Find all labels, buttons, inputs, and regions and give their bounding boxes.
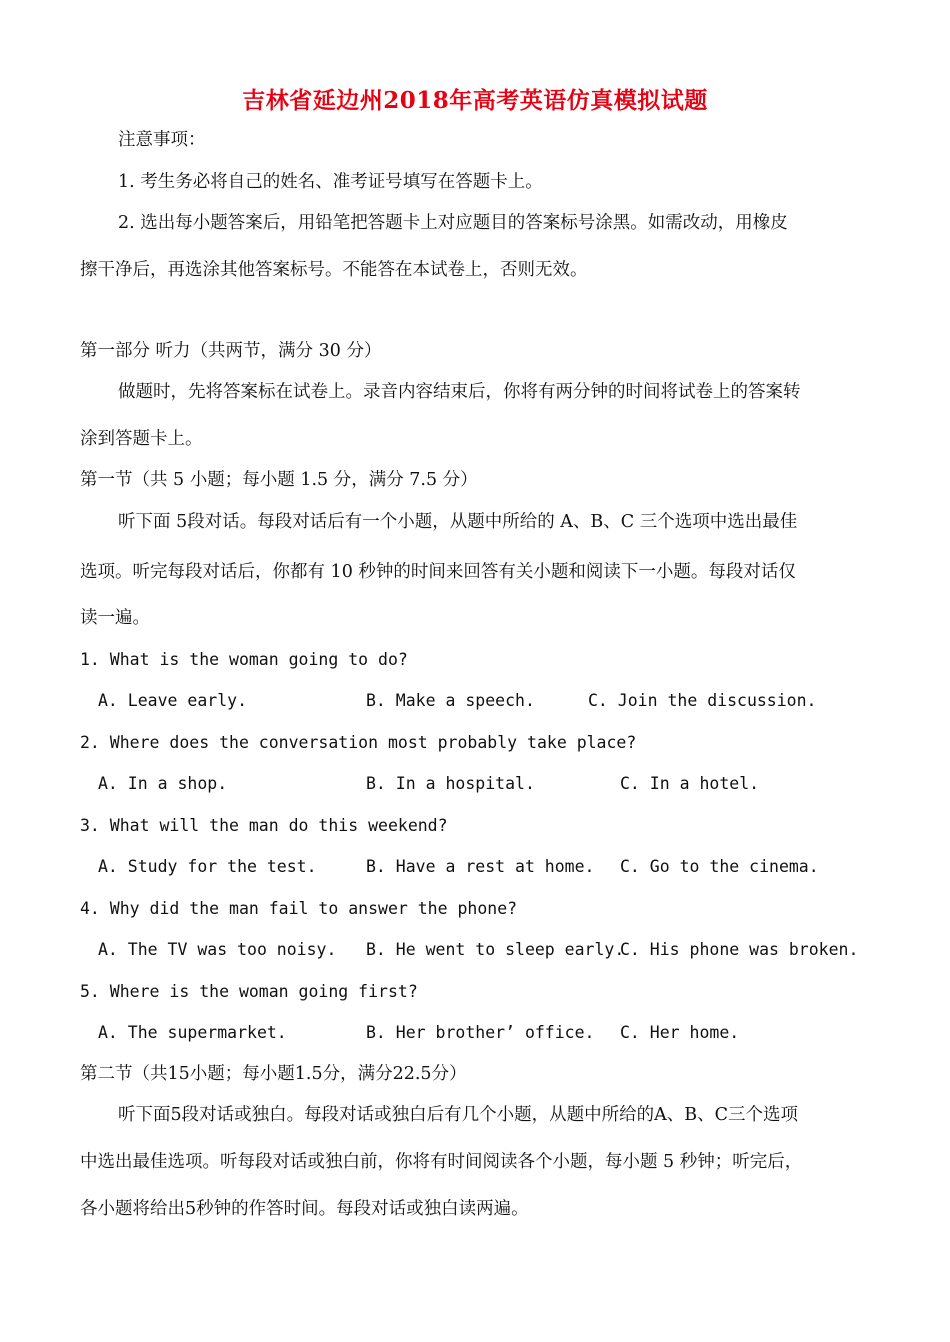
question-3-option-b: B. Have a rest at home. (366, 857, 595, 876)
section1-intro-line-2: 选项。听完每段对话后，你都有 10 秒钟的时间来回答有关小题和阅读下一小题。每段对话仅 (80, 562, 796, 582)
question-1-option-b: B. Make a speech. (366, 691, 535, 710)
question-4-option-a: A. The TV was too noisy. (98, 940, 337, 959)
question-3: 3. What will the man do this weekend? (80, 816, 448, 835)
question-2: 2. Where does the conversation most probably take place? (80, 733, 637, 752)
question-1: 1. What is the woman going to do? (80, 650, 408, 669)
part1-heading: 第一部分 听力（共两节，满分 30 分） (80, 341, 382, 361)
question-4: 4. Why did the man fail to answer the phone? (80, 899, 518, 918)
section1-intro-line-3: 读一遍。 (80, 608, 150, 628)
question-2-option-b: B. In a hospital. (366, 774, 535, 793)
question-5-option-b: B. Her brother’ office. (366, 1023, 595, 1042)
question-5-option-c: C. Her home. (620, 1023, 740, 1042)
notice-item-2-line-1: 2. 选出每小题答案后，用铅笔把答题卡上对应题目的答案标号涂黑。如需改动，用橡皮 (118, 213, 788, 233)
notice-item-1: 1. 考生务必将自己的姓名、准考证号填写在答题卡上。 (118, 172, 543, 192)
question-3-option-c: C. Go to the cinema. (620, 857, 819, 876)
question-5-option-a: A. The supermarket. (98, 1023, 287, 1042)
section1-intro-line-1: 听下面 5段对话。每段对话后有一个小题，从题中所给的 A、B、C 三个选项中选出最佳 (118, 512, 798, 532)
question-2-option-c: C. In a hotel. (620, 774, 760, 793)
part1-intro-line-1: 做题时，先将答案标在试卷上。录音内容结束后，你将有两分钟的时间将试卷上的答案转 (118, 382, 801, 402)
section1-heading: 第一节（共 5 小题；每小题 1.5 分，满分 7.5 分） (80, 470, 478, 490)
page-title: 吉林省延边州2018年高考英语仿真模拟试题 (242, 87, 708, 114)
question-1-option-a: A. Leave early. (98, 691, 248, 710)
question-5: 5. Where is the woman going first? (80, 982, 418, 1001)
notice-item-2-line-2: 擦干净后，再选涂其他答案标号。不能答在本试卷上，否则无效。 (80, 260, 588, 280)
part1-intro-line-2: 涂到答题卡上。 (80, 429, 203, 449)
question-4-option-b: B. He went to sleep early. (366, 940, 625, 959)
section2-intro-line-2: 中选出最佳选项。听每段对话或独白前，你将有时间阅读各个小题，每小题 5 秒钟；听完后， (80, 1152, 803, 1172)
section2-intro-line-1: 听下面5段对话或独白。每段对话或独白后有几个小题，从题中所给的A、B、C三个选项 (118, 1105, 799, 1125)
question-4-option-c: C. His phone was broken. (620, 940, 859, 959)
question-3-option-a: A. Study for the test. (98, 857, 317, 876)
question-2-option-a: A. In a shop. (98, 774, 228, 793)
notice-heading: 注意事项： (118, 130, 206, 150)
question-1-option-c: C. Join the discussion. (588, 691, 817, 710)
section2-heading: 第二节（共15小题；每小题1.5分，满分22.5分） (80, 1064, 467, 1084)
section2-intro-line-3: 各小题将给出5秒钟的作答时间。每段对话或独白读两遍。 (80, 1199, 529, 1219)
